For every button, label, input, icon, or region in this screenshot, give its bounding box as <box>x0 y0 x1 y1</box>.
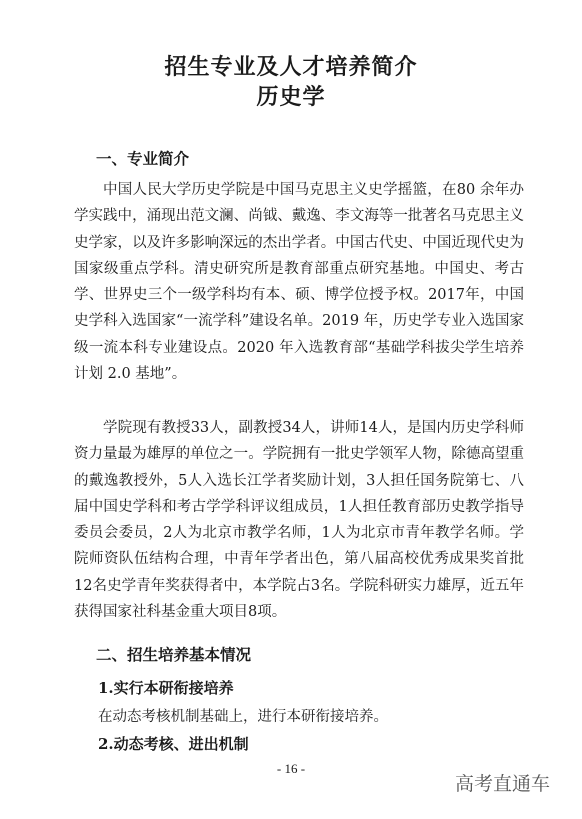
paragraph-intro-2: 学院现有教授33人，副教授34人，讲师14人，是国内历史学科师资力量最为雄厚的单位之一。学院拥有一批史学领军人物，除德高望重的戴逸教授外，5人入选长江学者奖励计划，3人担任国务院第七、八届中国史学科和考古学学科评议组成员，1人担任教育部历史教学指导委员会委员，2人为北京市教学名师，1人为北京市青年教学名师。学院师资队伍结构合理，中青年学者出色，第八届高校优秀成果奖首批12名史学青年奖获得者中，本学院占3名。学院科研实力雄厚，近五年获得国家社科基金重大项目8项。 <box>74 420 524 621</box>
item-text-1: 在动态考核机制基础上，进行本研衔接培养。 <box>98 709 388 725</box>
item-heading-1: 1.实行本研衔接培养 <box>98 679 234 697</box>
section-heading-intro: 一、专业简介 <box>96 149 190 168</box>
paragraph-intro-1: 中国人民大学历史学院是中国马克思主义史学摇篮，在80 余年办学实践中，涌现出范文澜、尚钺、戴逸、李文海等一批著名马克思主义史学家，以及许多影响深远的杰出学者。中国古代史、中国近现代史为国家级重点学科。清史研究所是教育部重点研究基地。中国史、考古学、世界史三个一级学科均有本、硕、博学位授予权。2017年，中国史学科入选国家“一流学科”建设名单。2019 年，历史学专业入选国家级一流本科专业建设点。2020 年入选教育部“基础学科拔尖学生培养计划 2.0 基地”。 <box>74 182 524 383</box>
watermark-label: 高考直通车 <box>454 773 550 795</box>
document-subtitle: 历史学 <box>256 84 326 110</box>
page-number: - 16 - <box>276 761 306 776</box>
document-title: 招生专业及人才培养简介 <box>164 54 418 80</box>
section-heading-enrollment: 二、招生培养基本情况 <box>96 645 252 664</box>
item-heading-2: 2.动态考核、进出机制 <box>98 735 249 753</box>
